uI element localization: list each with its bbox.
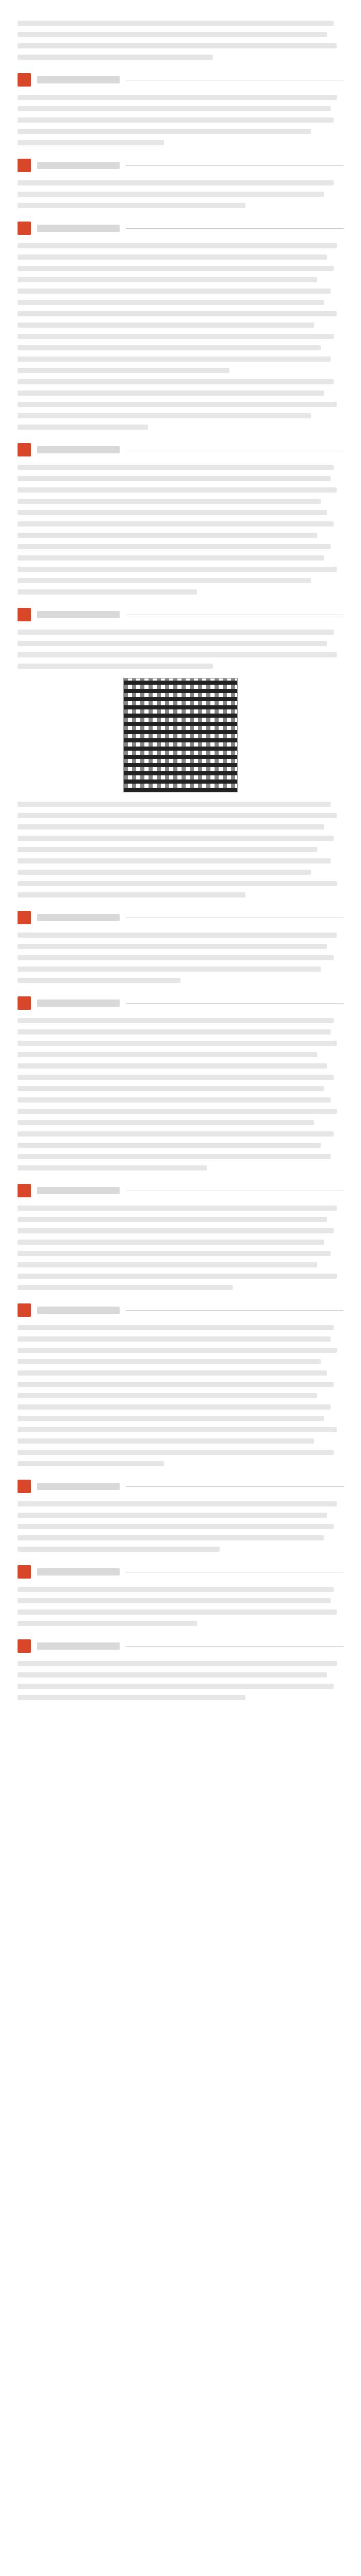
section-9-body <box>18 1325 343 1466</box>
section-4-marker-icon <box>18 443 31 456</box>
section-10-heading <box>18 1480 343 1493</box>
section-12-title <box>37 1642 120 1650</box>
qr-code-area <box>18 678 343 792</box>
section-divider <box>126 1003 343 1004</box>
section-1-heading <box>18 73 343 87</box>
section-12-body <box>18 1661 343 1700</box>
section-6-body <box>18 933 343 983</box>
section-8-heading <box>18 1184 343 1197</box>
section-1-title <box>37 76 120 83</box>
section-divider <box>126 228 343 229</box>
section-6-marker-icon <box>18 911 31 924</box>
section-6-heading <box>18 911 343 924</box>
section-11-body <box>18 1587 343 1626</box>
section-12-marker-icon <box>18 1639 31 1653</box>
intro-text <box>18 21 343 60</box>
section-2-marker-icon <box>18 159 31 172</box>
section-9-heading <box>18 1303 343 1317</box>
section-divider <box>126 1646 343 1647</box>
section-9-title <box>37 1307 120 1314</box>
section-7-title <box>37 999 120 1007</box>
section-10-title <box>37 1483 120 1490</box>
section-3-marker-icon <box>18 222 31 235</box>
section-8-marker-icon <box>18 1184 31 1197</box>
section-5-body-continued <box>18 802 343 897</box>
section-5-title <box>37 611 120 618</box>
section-9-marker-icon <box>18 1303 31 1317</box>
section-5-marker-icon <box>18 608 31 621</box>
section-6-title <box>37 914 120 921</box>
section-12-heading <box>18 1639 343 1653</box>
section-2-body <box>18 180 343 208</box>
section-10-marker-icon <box>18 1480 31 1493</box>
section-divider <box>126 1486 343 1487</box>
section-4-heading <box>18 443 343 456</box>
section-3-title <box>37 225 120 232</box>
section-3-heading <box>18 222 343 235</box>
section-1-body <box>18 95 343 145</box>
section-divider <box>126 165 343 166</box>
section-5-heading <box>18 608 343 621</box>
section-4-title <box>37 446 120 453</box>
section-11-heading <box>18 1565 343 1579</box>
qr-code-icon <box>123 678 238 792</box>
section-10-body <box>18 1501 343 1552</box>
section-4-body <box>18 465 343 595</box>
section-8-body <box>18 1206 343 1290</box>
section-8-title <box>37 1187 120 1194</box>
section-1-marker-icon <box>18 73 31 87</box>
section-11-title <box>37 1568 120 1575</box>
section-7-marker-icon <box>18 996 31 1010</box>
section-7-body <box>18 1018 343 1171</box>
section-3-body <box>18 243 343 430</box>
section-7-heading <box>18 996 343 1010</box>
section-2-heading <box>18 159 343 172</box>
section-divider <box>126 1310 343 1311</box>
section-2-title <box>37 162 120 169</box>
section-11-marker-icon <box>18 1565 31 1579</box>
section-5-body <box>18 630 343 669</box>
